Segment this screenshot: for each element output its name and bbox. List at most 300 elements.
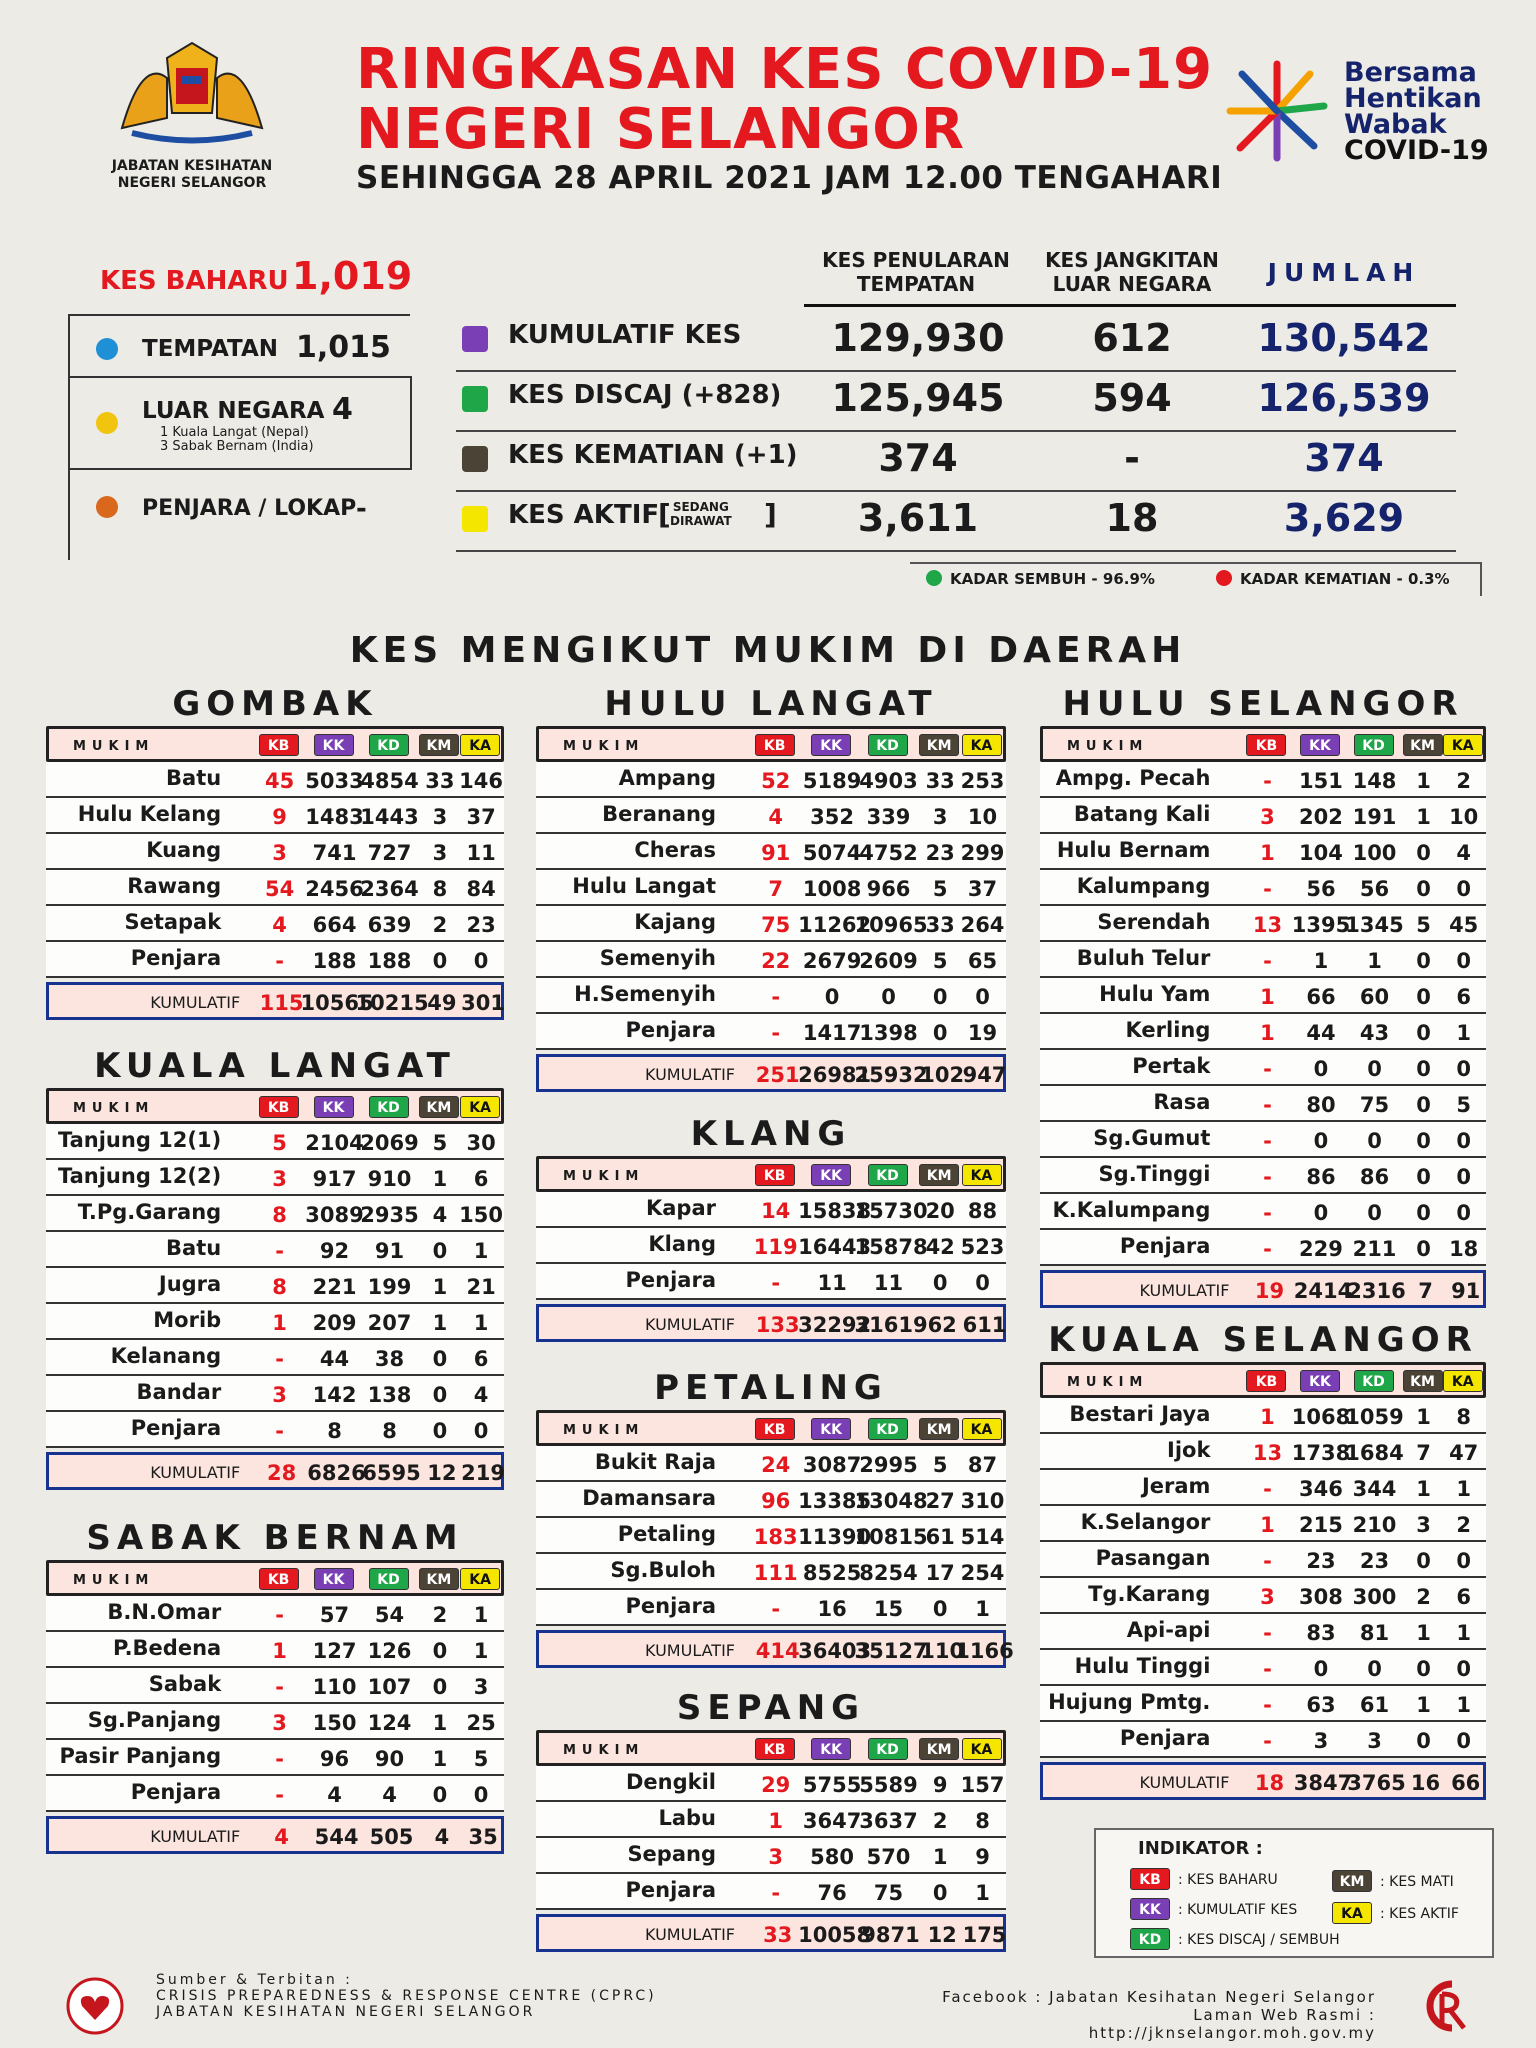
ka-total: 66 — [1451, 1771, 1481, 1795]
kb-value: - — [1263, 769, 1272, 793]
kb-tag: KB — [755, 1418, 795, 1440]
kd-value: 300 — [1352, 1585, 1397, 1609]
km-value: 1 — [432, 1311, 448, 1335]
kd-value: 43 — [1359, 1021, 1390, 1045]
mukim-name: Morib — [153, 1308, 222, 1332]
kumulatif-label: KUMULATIF — [645, 1925, 735, 1944]
table-header — [536, 1730, 1006, 1766]
kb-value: - — [1263, 1093, 1272, 1117]
legend-ka-tag: KA — [1332, 1902, 1372, 1924]
mukim-name: Sg.Tinggi — [1098, 1162, 1211, 1186]
footer-source-line2: CRISIS PREPAREDNESS & RESPONSE CENTRE (CPRC) — [156, 1988, 657, 2004]
kk-value: 1738 — [1291, 1441, 1351, 1465]
summary-tempatan: 129,930 — [831, 316, 1005, 360]
ka-value: 6 — [1456, 985, 1471, 1009]
mukim-name: Bestari Jaya — [1069, 1402, 1211, 1426]
table-header — [536, 1156, 1006, 1192]
kd-value: 2609 — [859, 949, 918, 973]
kd-value: 210 — [1352, 1513, 1397, 1537]
km-value: 8 — [432, 877, 448, 901]
km-value: 5 — [932, 877, 948, 901]
kk-tag: KK — [314, 734, 354, 756]
mukim-name: Sg.Gumut — [1093, 1126, 1211, 1150]
mukim-name: Klang — [648, 1232, 716, 1256]
ka-value: 25 — [466, 1711, 496, 1735]
footer-source-line3: JABATAN KESIHATAN NEGERI SELANGOR — [156, 2004, 536, 2020]
legend-kk-text: : KUMULATIF KES — [1178, 1902, 1298, 1918]
kb-value: - — [275, 1239, 284, 1263]
kd-value: 10815 — [854, 1525, 928, 1549]
kk-tag: KK — [811, 1164, 851, 1186]
kd-tag: KD — [868, 1738, 908, 1760]
kd-value: 54 — [374, 1603, 405, 1627]
kd-value: 199 — [367, 1275, 412, 1299]
col-header-luar-2: LUAR NEGARA — [1052, 272, 1212, 296]
kk-value: 1483 — [305, 805, 364, 829]
mukim-name: Ampg. Pecah — [1055, 766, 1211, 790]
kd-value: 207 — [367, 1311, 412, 1335]
kd-value: 1345 — [1345, 913, 1404, 937]
table-row — [536, 870, 1006, 906]
table-row — [1040, 1122, 1486, 1158]
ka-value: 2 — [1456, 769, 1471, 793]
summary-jumlah: 126,539 — [1257, 376, 1431, 420]
km-value: 33 — [925, 913, 955, 937]
mukim-name: Sg.Buloh — [610, 1558, 716, 1582]
kd-value: 81 — [1359, 1621, 1390, 1645]
table-row — [46, 1304, 504, 1340]
kumulatif-label: KUMULATIF — [150, 1463, 241, 1482]
kk-value: 63 — [1306, 1693, 1336, 1717]
footer-source-line1: Sumber & Terbitan : — [156, 1972, 353, 1988]
ka-value: 65 — [967, 949, 998, 973]
kd-total: 31619 — [854, 1313, 928, 1337]
km-value: 23 — [925, 841, 955, 865]
ka-value: 87 — [967, 1453, 998, 1477]
km-value: 0 — [432, 1783, 448, 1807]
table-row — [1040, 834, 1486, 870]
km-value: 1 — [1416, 805, 1431, 829]
ka-value: 84 — [466, 877, 496, 901]
kk-value: 11390 — [798, 1525, 872, 1549]
kk-value: 56 — [1306, 877, 1336, 901]
kk-value: 3089 — [305, 1203, 364, 1227]
ka-total: 175 — [962, 1923, 1007, 1947]
kb-value: 1 — [1260, 1513, 1275, 1537]
kd-value: 570 — [866, 1845, 911, 1869]
ka-value: 10 — [967, 805, 998, 829]
kd-total: 9871 — [861, 1923, 920, 1947]
kk-tag: KK — [314, 1568, 354, 1590]
km-value: 2 — [432, 913, 448, 937]
mukim-name: Bukit Raja — [594, 1450, 716, 1474]
kb-value: - — [275, 1419, 284, 1443]
kb-value: - — [1263, 1165, 1272, 1189]
ka-tag: KA — [1443, 1370, 1483, 1392]
table-row — [536, 1590, 1006, 1626]
summary-label: KES DISCAJ (+828) — [508, 380, 782, 410]
mukim-name: Hulu Bernam — [1056, 838, 1211, 862]
km-value: 3 — [932, 805, 948, 829]
kk-value: 11262 — [798, 913, 872, 937]
ka-value: 299 — [960, 841, 1005, 865]
km-value: 0 — [432, 949, 448, 973]
kk-value: 580 — [810, 1845, 855, 1869]
kk-value: 664 — [312, 913, 357, 937]
kk-value: 16443 — [798, 1235, 872, 1259]
km-value: 0 — [932, 1271, 948, 1295]
summary-luar: - — [1124, 436, 1140, 480]
kb-total: 19 — [1254, 1279, 1285, 1303]
summary-jumlah: 130,542 — [1257, 316, 1431, 360]
mukim-name: Hulu Tinggi — [1074, 1654, 1211, 1678]
legend-kb-tag: KB — [1130, 1868, 1170, 1890]
kd-value: 2069 — [360, 1131, 419, 1155]
km-tag: KM — [419, 1568, 459, 1590]
ka-tag: KA — [1443, 734, 1483, 756]
kk-value: 352 — [810, 805, 855, 829]
kd-value: 2364 — [360, 877, 419, 901]
km-value: 0 — [1416, 1657, 1431, 1681]
kk-value: 2456 — [305, 877, 364, 901]
table-row — [536, 1264, 1006, 1300]
kk-value: 127 — [312, 1639, 357, 1663]
kd-value: 188 — [367, 949, 412, 973]
penjara-value: - — [356, 494, 367, 524]
kk-value: 57 — [319, 1603, 350, 1627]
ka-value: 2 — [1456, 1513, 1471, 1537]
kk-total: 6826 — [307, 1461, 366, 1485]
ka-tag: KA — [962, 734, 1002, 756]
km-value: 0 — [1416, 1165, 1431, 1189]
col-header-tempatan-2: TEMPATAN — [856, 272, 976, 296]
table-row — [536, 834, 1006, 870]
kk-value: 221 — [312, 1275, 357, 1299]
ka-value: 254 — [960, 1561, 1005, 1585]
kk-value: 4 — [327, 1783, 342, 1807]
km-value: 33 — [925, 769, 955, 793]
mukim-name: Tg.Karang — [1088, 1582, 1211, 1606]
kb-value: 4 — [768, 805, 783, 829]
kd-value: 211 — [1352, 1237, 1397, 1261]
kd-total: 6595 — [362, 1461, 421, 1485]
kb-value: 1 — [1260, 985, 1275, 1009]
table-row — [536, 1228, 1006, 1264]
table-header — [1040, 726, 1486, 762]
kd-value: 0 — [1367, 1057, 1382, 1081]
ka-value: 8 — [975, 1809, 990, 1833]
kb-value: - — [1263, 949, 1272, 973]
ka-tag: KA — [460, 734, 500, 756]
ka-value: 37 — [466, 805, 496, 829]
kb-value: 3 — [1260, 805, 1275, 829]
kb-value: 54 — [264, 877, 295, 901]
table-row — [536, 1874, 1006, 1910]
mukim-name: Buluh Telur — [1076, 946, 1211, 970]
km-value: 0 — [432, 1639, 448, 1663]
kd-value: 60 — [1359, 985, 1390, 1009]
summary-row-kematian — [456, 430, 1456, 488]
kk-value: 15838 — [798, 1199, 872, 1223]
kadar-kematian: KADAR KEMATIAN - 0.3% — [1240, 570, 1450, 588]
legend-km-text: : KES MATI — [1380, 1874, 1454, 1890]
kb-total: 414 — [755, 1639, 800, 1663]
kb-total: 18 — [1254, 1771, 1285, 1795]
death-dot-icon — [1216, 570, 1232, 586]
bracket-open: [ — [658, 498, 671, 531]
kd-value: 4 — [382, 1783, 397, 1807]
mukim-name: Labu — [658, 1806, 716, 1830]
kk-total: 10058 — [798, 1923, 872, 1947]
mukim-name: Api-api — [1126, 1618, 1211, 1642]
table-row — [1040, 1650, 1486, 1686]
table-row — [46, 942, 504, 978]
summary-jumlah: 374 — [1304, 436, 1384, 480]
table-row — [1040, 978, 1486, 1014]
kb-tag: KB — [1246, 734, 1286, 756]
kk-value: 16 — [817, 1597, 847, 1621]
ka-value: 523 — [960, 1235, 1005, 1259]
mukim-name: Penjara — [625, 1878, 716, 1902]
table-row — [46, 762, 504, 798]
km-value: 0 — [1416, 1129, 1431, 1153]
new-cases-value: 1,019 — [292, 254, 413, 298]
kd-tag: KD — [369, 734, 409, 756]
kd-tag: KD — [369, 1568, 409, 1590]
km-value: 3 — [432, 805, 448, 829]
kk-value: 2679 — [802, 949, 862, 973]
kk-value: 66 — [1306, 985, 1336, 1009]
kd-value: 100 — [1352, 841, 1397, 865]
kk-value: 229 — [1299, 1237, 1343, 1261]
mukim-name: Semenyih — [599, 946, 716, 970]
kk-value: 0 — [1313, 1057, 1329, 1081]
ka-value: 0 — [1456, 1201, 1471, 1225]
km-value: 1 — [432, 1711, 448, 1735]
kd-value: 639 — [367, 913, 412, 937]
mukim-name: Rawang — [127, 874, 222, 898]
kk-value: 44 — [1306, 1021, 1336, 1045]
km-value: 1 — [432, 1275, 448, 1299]
col-header-jumlah: JUMLAH — [1267, 258, 1421, 287]
mukim-name: Batu — [166, 766, 222, 790]
ka-value: 150 — [459, 1203, 504, 1227]
ka-tag: KA — [460, 1096, 500, 1118]
km-tag: KM — [419, 1096, 459, 1118]
km-value: 3 — [432, 841, 448, 865]
kk-value: 0 — [1313, 1657, 1329, 1681]
km-value: 0 — [932, 1597, 948, 1621]
kk-value: 150 — [312, 1711, 357, 1735]
kb-value: - — [275, 1603, 284, 1627]
kd-value: 8254 — [859, 1561, 918, 1585]
table-row — [1040, 1470, 1486, 1506]
kk-value: 741 — [312, 841, 357, 865]
table-row — [1040, 906, 1486, 942]
ka-value: 1 — [473, 1603, 489, 1627]
mukim-header: MUKIM — [73, 1573, 155, 1588]
kk-tag: KK — [811, 1418, 851, 1440]
kd-total: 3765 — [1347, 1771, 1406, 1795]
legend-ka-text: : KES AKTIF — [1380, 1906, 1459, 1922]
kk-tag: KK — [1300, 1370, 1340, 1392]
km-value: 61 — [925, 1525, 955, 1549]
kb-total: 115 — [259, 991, 304, 1015]
kd-tag: KD — [868, 734, 908, 756]
mukim-name: Kerling — [1125, 1018, 1211, 1042]
ka-value: 37 — [967, 877, 998, 901]
table-row — [46, 1412, 504, 1448]
mukim-name: Penjara — [625, 1268, 716, 1292]
km-tag: KM — [419, 734, 459, 756]
kk-value: 346 — [1299, 1477, 1343, 1501]
kb-value: 13 — [1252, 1441, 1283, 1465]
table-row — [536, 1014, 1006, 1050]
table-row — [46, 1376, 504, 1412]
ka-value: 6 — [1456, 1585, 1471, 1609]
kk-value: 96 — [319, 1747, 350, 1771]
luar-negara-note2: 3 Sabak Bernam (India) — [160, 439, 314, 454]
table-row — [536, 762, 1006, 798]
kumulatif-row — [536, 1304, 1006, 1342]
ka-value: 1 — [1456, 1693, 1471, 1717]
footer-facebook[interactable]: Facebook : Jabatan Kesihatan Negeri Selangor — [942, 1988, 1376, 2006]
kb-value: - — [771, 985, 781, 1009]
km-total: 12 — [927, 1923, 957, 1947]
table-row — [1040, 1398, 1486, 1434]
ka-value: 1 — [1456, 1621, 1471, 1645]
local-dot-icon — [96, 338, 118, 360]
mukim-header: MUKIM — [73, 739, 155, 754]
imported-dot-icon — [96, 412, 118, 434]
kb-value: - — [275, 1347, 284, 1371]
ka-value: 1 — [975, 1881, 990, 1905]
green-square-icon — [462, 386, 488, 412]
km-tag: KM — [919, 734, 959, 756]
mukim-header: MUKIM — [1067, 739, 1149, 754]
km-value: 2 — [1416, 1585, 1431, 1609]
km-value: 1 — [1416, 1621, 1431, 1645]
kb-value: 91 — [761, 841, 791, 865]
km-value: 1 — [1416, 1693, 1431, 1717]
kumulatif-label: KUMULATIF — [150, 993, 241, 1012]
kd-value: 727 — [367, 841, 412, 865]
mukim-name: Pasir Panjang — [59, 1744, 222, 1768]
kk-value: 1417 — [802, 1021, 862, 1045]
kd-value: 966 — [866, 877, 911, 901]
ka-value: 30 — [466, 1131, 496, 1155]
kd-value: 2995 — [859, 1453, 918, 1477]
kb-tag: KB — [755, 1164, 795, 1186]
mukim-header: MUKIM — [563, 1743, 645, 1758]
kd-value: 4903 — [859, 769, 918, 793]
district-title: KUALA SELANGOR — [1048, 1320, 1478, 1360]
kumulatif-row — [46, 1452, 504, 1490]
kk-value: 23 — [1306, 1549, 1336, 1573]
kb-total: 251 — [755, 1063, 800, 1087]
kk-value: 83 — [1306, 1621, 1336, 1645]
km-total: 62 — [927, 1313, 957, 1337]
kb-value: - — [1263, 1729, 1272, 1753]
kadar-sembuh: KADAR SEMBUH - 96.9% — [950, 570, 1155, 588]
kd-total: 2316 — [1347, 1279, 1406, 1303]
km-value: 33 — [425, 769, 455, 793]
table-row — [1040, 870, 1486, 906]
km-value: 3 — [1416, 1513, 1431, 1537]
km-value: 5 — [432, 1131, 448, 1155]
table-row — [1040, 798, 1486, 834]
ka-tag: KA — [962, 1738, 1002, 1760]
kumulatif-label: KUMULATIF — [645, 1065, 735, 1084]
mukim-name: Ampang — [618, 766, 716, 790]
kk-value: 3087 — [802, 1453, 862, 1477]
district-table-hulu-langat — [536, 684, 1006, 1092]
kd-tag: KD — [868, 1418, 908, 1440]
summary-tempatan: 125,945 — [831, 376, 1005, 420]
kd-value: 75 — [873, 1881, 904, 1905]
kk-value: 308 — [1299, 1585, 1343, 1609]
km-value: 20 — [925, 1199, 955, 1223]
table-row — [1040, 1614, 1486, 1650]
kk-value: 8525 — [802, 1561, 862, 1585]
mukim-name: Penjara — [625, 1018, 716, 1042]
kk-value: 92 — [319, 1239, 350, 1263]
footer-website[interactable]: Laman Web Rasmi : http://jknselangor.moh.gov.my — [1088, 2006, 1376, 2042]
table-row — [1040, 1050, 1486, 1086]
ka-value: 1 — [473, 1639, 489, 1663]
kd-value: 75 — [1359, 1093, 1390, 1117]
km-value: 27 — [925, 1489, 955, 1513]
ka-value: 5 — [1456, 1093, 1471, 1117]
district-title: HULU LANGAT — [604, 684, 938, 724]
summary-jumlah: 3,629 — [1283, 496, 1405, 540]
mukim-name: Kuang — [146, 838, 222, 862]
km-value: 1 — [432, 1747, 448, 1771]
kd-value: 11 — [873, 1271, 904, 1295]
campaign-burst-logo — [1222, 56, 1332, 166]
kd-tag: KD — [1354, 734, 1394, 756]
legend-kd-tag: KD — [1130, 1928, 1170, 1950]
ka-value: 45 — [1449, 913, 1479, 937]
kb-value: - — [1263, 1657, 1272, 1681]
mukim-name: Tanjung 12(1) — [57, 1128, 222, 1152]
table-row — [1040, 762, 1486, 798]
kk-value: 188 — [312, 949, 357, 973]
ka-value: 9 — [975, 1845, 990, 1869]
km-tag: KM — [919, 1418, 959, 1440]
table-row — [536, 1554, 1006, 1590]
table-row — [46, 1196, 504, 1232]
km-value: 1 — [1416, 1405, 1431, 1429]
district-table-klang — [536, 1114, 1006, 1342]
ka-value: 4 — [473, 1383, 489, 1407]
kd-value: 8 — [382, 1419, 397, 1443]
km-value: 1 — [1416, 1477, 1431, 1501]
district-table-kuala-selangor — [1040, 1320, 1486, 1800]
kb-value: - — [771, 1271, 781, 1295]
mukim-name: Ijok — [1167, 1438, 1211, 1462]
kb-value: 3 — [272, 1383, 287, 1407]
kd-value: 0 — [1367, 1657, 1382, 1681]
kk-value: 917 — [312, 1167, 357, 1191]
table-row — [1040, 1158, 1486, 1194]
ka-value: 3 — [473, 1675, 489, 1699]
bracket-close: ] — [764, 498, 777, 531]
ka-value: 0 — [473, 949, 489, 973]
kb-value: 29 — [761, 1773, 791, 1797]
kb-value: 4 — [272, 913, 287, 937]
ka-value: 6 — [473, 1167, 489, 1191]
